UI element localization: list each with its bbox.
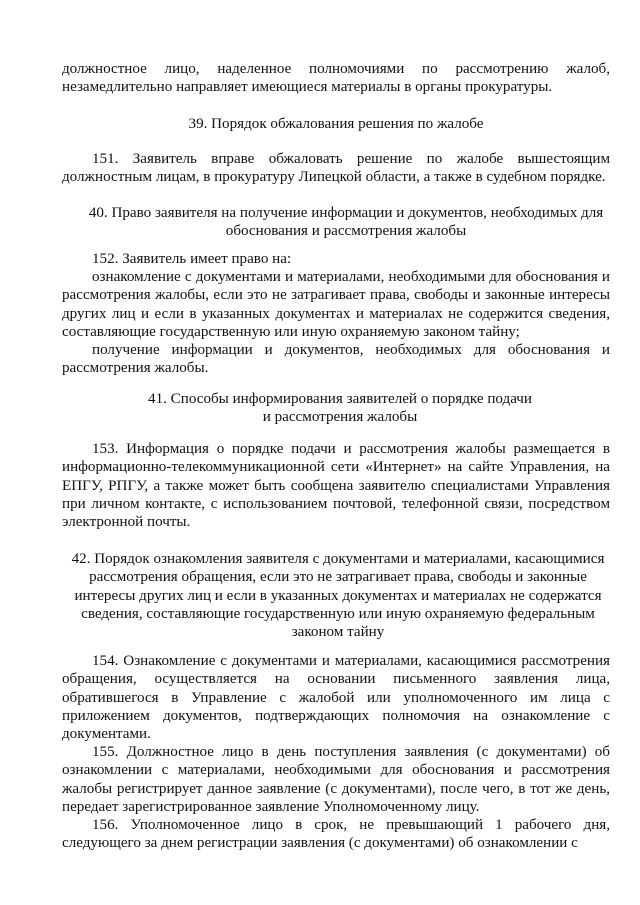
section-heading-40: 40. Право заявителя на получение информации и документов, необходимых для обоснования и рассмотрения жалобы [88,205,604,240]
paragraph-155: 155. Должностное лицо в день поступления заявления (с документами) об ознакомлении с материалами, необходимыми для обоснования и рассмотрения жалобы регистрирует данное заявление (с документами), после чего, в тот же день, передает зарегистрированное заявление Уполномоченному лицу. [62,744,610,815]
section-heading-39: 39. Порядок обжалования решения по жалобе [188,116,484,132]
paragraph-153: 153. Информация о порядке подачи и рассмотрения жалобы размещается в информационно-телекоммуникационной сети «Интернет» на сайте Управления, на ЕПГУ, РПГУ, а также может быть сообщена заявителю специалистами Управления при личном контакте, с использованием почтовой, телефонной связи, посредством электронной почты. [62,441,610,531]
paragraph-152: 152. Заявитель имеет право на: [92,251,292,267]
section-heading-41: 41. Способы информирования заявителей о порядке подачи и рассмотрения жалобы [148,391,532,426]
paragraph-152-item-1: ознакомление с документами и материалами, необходимыми для обоснования и рассмотрения жалобы, если это не затрагивает права, свободы и законные интересы других лиц и если в указанных документах и материалах не содержится сведения, составляющие государственную или иную охраняемую законом тайну; [62,269,610,340]
paragraph-156: 156. Уполномоченное лицо в срок, не превышающий 1 рабочего дня, следующего за днем регистрации заявления (с документами) об ознакомлении с [62,817,610,852]
paragraph-151: 151. Заявитель вправе обжаловать решение по жалобе вышестоящим должностным лицам, в прокуратуру Липецкой области, а также в судебном порядке. [62,151,610,186]
paragraph-continuation: должностное лицо, наделенное полномочиями по рассмотрению жалоб, незамедлительно направляет имеющиеся материалы в органы прокуратуры. [62,61,610,96]
section-heading-42: 42. Порядок ознакомления заявителя с документами и материалами, касающимися рассмотрения обращения, если это не затрагивает права, свободы и законные интересы других лиц и если в указанных документах и материалах не содержатся сведения, составляющие государственную или иную охраняемую федеральным законом тайну [71,551,605,641]
paragraph-154: 154. Ознакомление с документами и материалами, касающимися рассмотрения обращения, осуществляется на основании письменного заявления лица, обратившегося в Управление с жалобой или уполномоченного им лица с приложением документов, подтверждающих полномочия на ознакомление с документами. [62,653,610,743]
paragraph-152-item-2: получение информации и документов, необходимых для обоснования и рассмотрения жалобы. [62,342,610,377]
